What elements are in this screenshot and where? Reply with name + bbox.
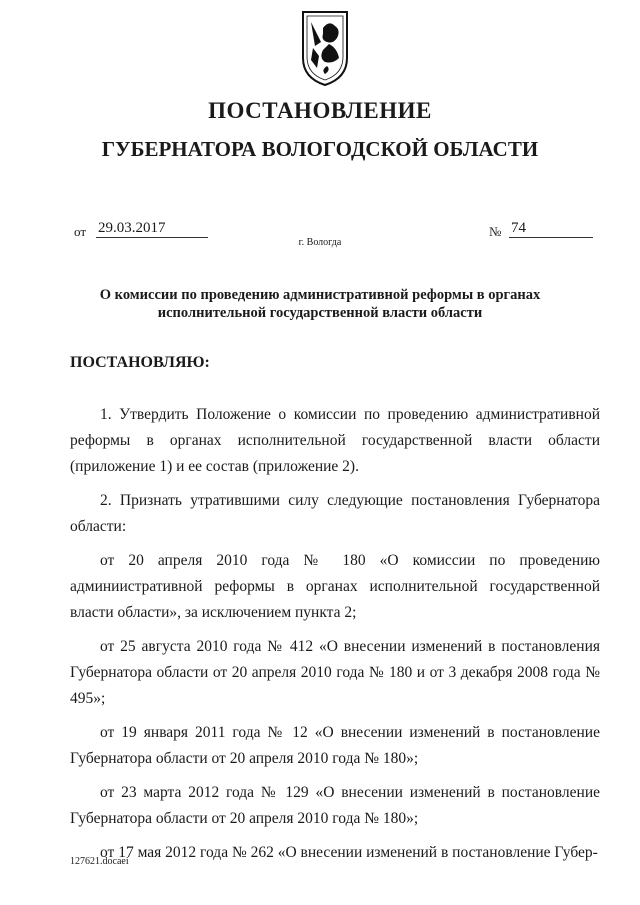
document-number: 74 [509, 220, 593, 238]
document-date: 29.03.2017 [96, 220, 208, 238]
document-body [70, 402, 600, 874]
document-subtitle: ГУБЕРНАТОРА ВОЛОГОДСКОЙ ОБЛАСТИ [101, 137, 539, 161]
document-title: ПОСТАНОВЛЕНИЕ [208, 98, 432, 123]
document-subject: О комиссии по проведению административной реформы в органах исполнительной государственной власти области [99, 287, 541, 321]
paragraph: от 19 января 2011 года № 12 «О внесении изменений в постановление Губернатора области от 20 апреля 2010 года № 180»; [70, 724, 600, 767]
city-label: г. Вологда [298, 237, 342, 248]
date-prefix: от [74, 224, 87, 239]
number-prefix: № [489, 224, 502, 239]
paragraph: от 20 апреля 2010 года № 180 «О комиссии по проведению админиистративной реформы в органах исполнительной государственной власти области», за исключением пункта 2; [70, 552, 600, 621]
paragraph: от 23 марта 2012 года № 129 «О внесении изменений в постановление Губернатора области от 20 апреля 2010 года № 180»; [70, 784, 600, 827]
coat-of-arms-icon [299, 8, 351, 88]
paragraph: от 25 августа 2010 года № 412 «О внесении изменений в постановления Губернатора области от 20 апреля 2010 года № 180 и от 3 декабря 2008 года № 495»; [70, 638, 600, 707]
file-reference: 127621.docaei [70, 856, 129, 867]
paragraph: 1. Утвердить Положение о комиссии по проведению административной реформы в органах исполнительной государственной власти области (приложение 1) и ее состав (приложение 2). [70, 406, 600, 475]
paragraph: 2. Признать утратившими силу следующие постановления Губернатора области: [70, 492, 600, 535]
paragraph: от 17 мая 2012 года № 262 «О внесении изменений в постановление Губер- [100, 844, 598, 861]
decree-word: ПОСТАНОВЛЯЮ: [70, 354, 210, 371]
